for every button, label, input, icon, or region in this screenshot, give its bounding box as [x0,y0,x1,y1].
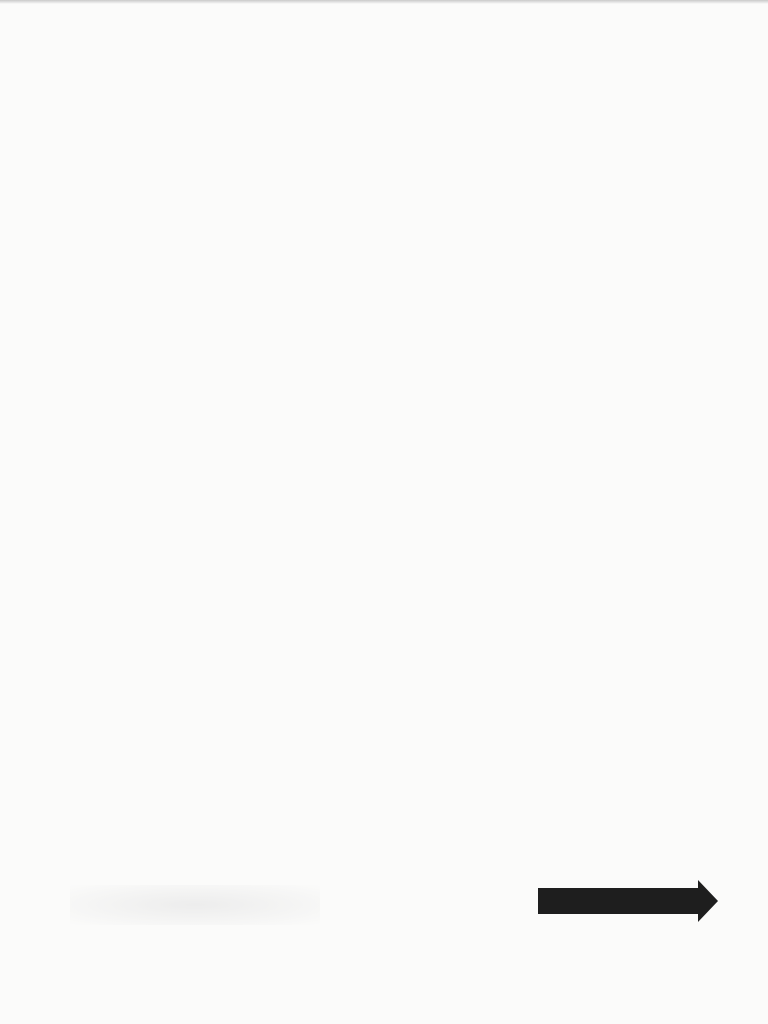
right-arrow-icon [538,880,718,922]
scan-edge [0,0,768,4]
go-next-page-button[interactable] [538,880,718,922]
scan-smudge [70,885,320,925]
section-banner [60,78,730,138]
